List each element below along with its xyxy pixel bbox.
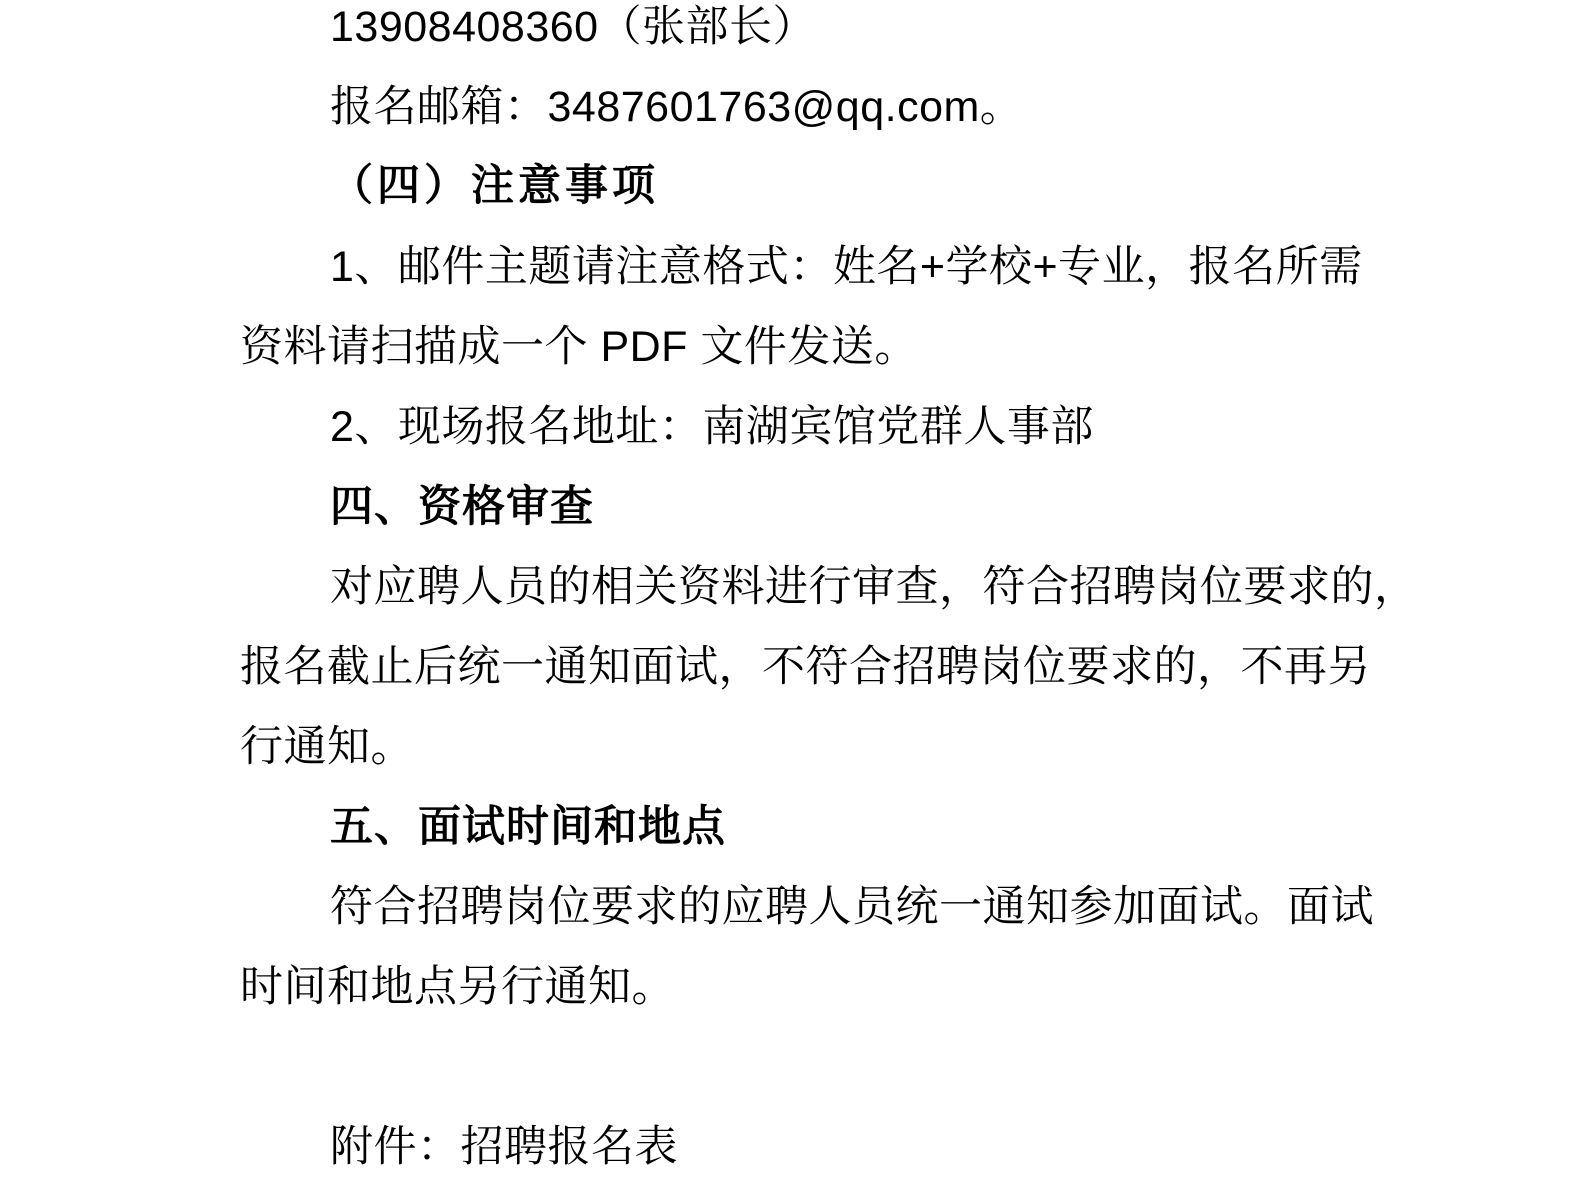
blank-line bbox=[240, 1027, 1430, 1107]
sub-heading-line: （四）注意事项 bbox=[330, 163, 659, 210]
document-text-block bbox=[240, 0, 1430, 1182]
body-text-line: 附件：招聘报名表 bbox=[330, 1123, 678, 1171]
body-text-line: 1、邮件主题请注意格式：姓名+学校+专业，报名所需 bbox=[330, 243, 1363, 291]
body-text-line: 报名邮箱：3487601763@qq.com。 bbox=[330, 83, 1024, 131]
body-text-line: 13908408360（张部长） bbox=[330, 3, 817, 51]
body-text-line: 行通知。 bbox=[240, 723, 414, 771]
body-text-line: 符合招聘岗位要求的应聘人员统一通知参加面试。面试 bbox=[330, 883, 1374, 931]
body-text-line: 报名截止后统一通知面试，不符合招聘岗位要求的，不再另 bbox=[240, 643, 1371, 691]
body-text-line: 对应聘人员的相关资料进行审查，符合招聘岗位要求的， bbox=[330, 563, 1418, 611]
body-text-line: 时间和地点另行通知。 bbox=[240, 963, 675, 1011]
section-heading-line: 四、资格审查 bbox=[330, 483, 594, 531]
body-text-line: 2、现场报名地址：南湖宾馆党群人事部 bbox=[330, 403, 1094, 451]
section-heading-line: 五、面试时间和地点 bbox=[330, 803, 726, 851]
body-text-line: 资料请扫描成一个 PDF 文件发送。 bbox=[240, 323, 918, 371]
